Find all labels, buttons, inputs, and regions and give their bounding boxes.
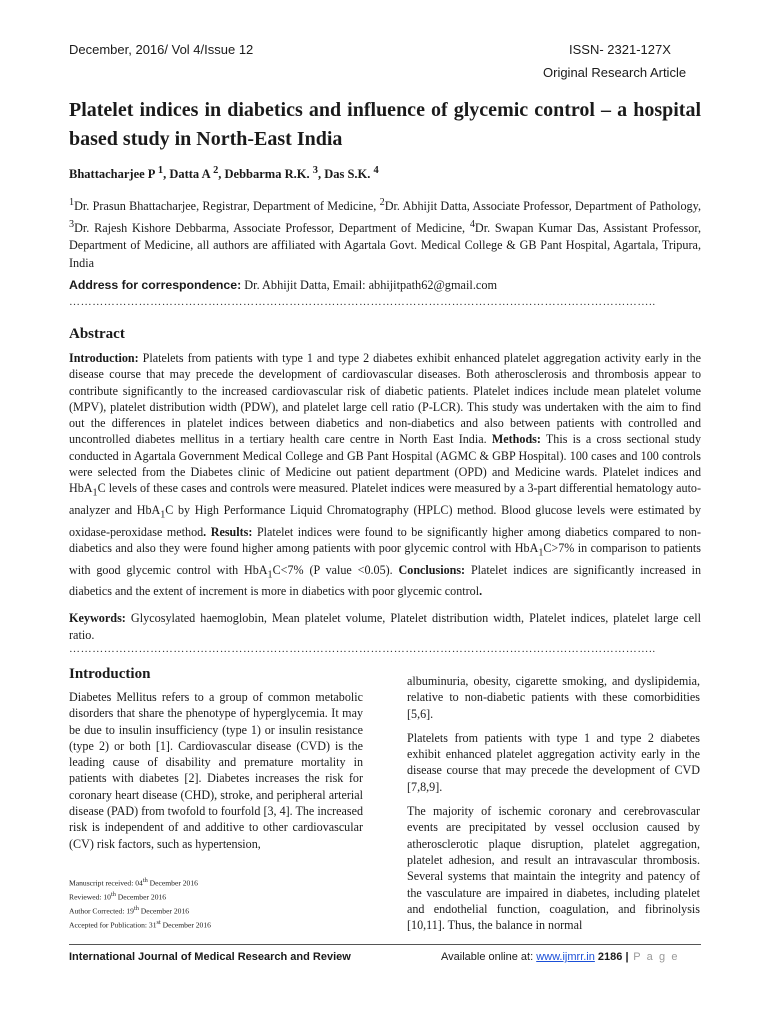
methods-text: This is a cross sectional study conducted in Agartala Government Medical College and GB Pant Hospital (AGMC & GBP Hospital). 100 cases and 100 controls were selected from the Diabetes clinic of Medicine out patient department (OPD) and Medicine wards. Platelet indices and HbA	[69, 432, 702, 496]
abstract-heading: Abstract	[69, 326, 125, 342]
paragraph: Platelets from patients with type 1 and type 2 diabetes exhibit enhanced platelet aggregation activity early in the disease course that may precede the development of CVD [7,8,9].	[407, 730, 700, 794]
conclusions-label: Conclusions:	[398, 562, 466, 577]
dotted-divider: ……………………………………………………………………………………………………………………………………..	[69, 296, 656, 308]
affiliation-text: Dr. Swapan Kumar Das, Assistant Professor, Department of Medicine, all authors are affiliated with Agartala Govt. Medical College & GB Pant Hospital, Agartala, Tripura, India	[69, 220, 701, 270]
methods-text: C by High Performance Liquid Chromatography (HPLC) method. Blood glucose levels were estimated by oxidase-peroxidase method	[69, 503, 701, 539]
header-issn: ISSN- 2321-127X	[569, 42, 671, 57]
history-reviewed: Reviewed: 10th December 2016	[69, 891, 167, 902]
footer-journal-name: International Journal of Medical Research and Review	[69, 951, 351, 963]
keywords-text: Glycosylated haemoglobin, Mean platelet volume, Platelet distribution width, Platelet indices, platelet large cell ratio.	[69, 611, 701, 642]
history-received: Manuscript received: 04th December 2016	[69, 877, 198, 888]
introduction-heading: Introduction	[69, 666, 151, 682]
header-date-volume: December, 2016/ Vol 4/Issue 12	[69, 42, 254, 57]
introduction-right-column	[407, 673, 700, 941]
affiliation-index: 1	[69, 197, 75, 208]
author-name: , Datta A	[163, 167, 214, 182]
affiliation-index: 4	[469, 218, 475, 230]
subscript: 1	[538, 547, 544, 559]
methods-label: Methods:	[491, 432, 541, 447]
results-label: . Results:	[203, 524, 253, 539]
history-accepted: Accepted for Publication: 31st December 2016	[69, 919, 211, 930]
footer-divider	[69, 944, 701, 945]
page-number: 2186	[594, 951, 626, 963]
keywords	[69, 610, 701, 644]
intro-label: Introduction:	[69, 351, 139, 365]
results-text: C<7% (P value <0.05).	[272, 562, 399, 577]
affiliation-text: Dr. Prasun Bhattacharjee, Registrar, Department of Medicine,	[74, 199, 380, 214]
author-list	[69, 165, 379, 182]
subscript: 1	[267, 569, 273, 581]
affiliation-text: Dr. Rajesh Kishore Debbarma, Associate Professor, Department of Medicine,	[74, 220, 470, 235]
abstract-body	[69, 350, 701, 600]
subscript: 1	[160, 509, 166, 521]
correspondence	[69, 278, 497, 293]
author-index: 1	[157, 165, 164, 176]
manuscript-history	[69, 875, 211, 932]
author-index: 4	[373, 165, 379, 176]
affiliation-index: 3	[69, 218, 75, 230]
keywords-label: Keywords:	[69, 611, 126, 625]
author-index: 2	[213, 165, 219, 176]
footer-page-info	[441, 951, 679, 963]
available-label: Available online at:	[441, 951, 537, 963]
journal-url-link[interactable]: www.ijmrr.in	[536, 951, 595, 963]
author-name: , Debbarma R.K.	[218, 167, 313, 182]
affiliations	[69, 194, 701, 273]
affiliation-index: 2	[379, 197, 385, 208]
correspondence-text: Dr. Abhijit Datta, Email: abhijitpath62@gmail.com	[241, 278, 498, 292]
author-name: , Das S.K.	[317, 167, 374, 182]
paper-title: Platelet indices in diabetics and influence of glycemic control – a hospital based study in North-East India	[69, 99, 701, 150]
results-text: Platelet indices were found to be significantly higher among diabetics compared to non-diabetics and also they were found higher among patients with poor glycemic control with HbA	[69, 524, 702, 556]
introduction-left-column: Diabetes Mellitus refers to a group of common metabolic disorders that share the phenotype of hyperglycemia. It may be due to insulin insufficiency (type 1) or insulin resistance (type 2) or both [1]. Cardiovascular disease (CVD) is the leading cause of disability and premature mortality in patients with diabetes [2]. Diabetes increases the risk for coronary heart disease (CHD), stroke, and peripheral arterial disease (PAD) from twofold to fourfold [3, 4]. The increased risk is independent of and additive to other cardiovascular (CV) risk factors, such as hypertension,	[69, 690, 363, 851]
intro-text: Platelets from patients with type 1 and type 2 diabetes exhibit enhanced platelet aggregation activity early in the disease course that may precede the development of cardiovascular diseases. Both atherosclerosis and thrombosis appear to contribute significantly to the increased cardiovascular risk of diabetic patients. Platelet indices include mean platelet volume (MPV), platelet distribution width (PDW), and platelet large cell ratio (P-LCR). This study was undertaken with the aim to find out the differences in platelet indices between diabetics and non-diabetics and also between patients with controlled and uncontrolled diabetes mellitus in a tertiary health care centre in North East India.	[69, 351, 701, 447]
history-corrected: Author Corrected: 19th December 2016	[69, 905, 190, 916]
results-text: C>7% in comparison to patients with good glycemic control with HbA	[69, 541, 701, 577]
methods-text: C levels of these cases and controls were measured. Platelet indices were measured by a 3-part differential hematology auto-analyzer and HbA	[69, 481, 701, 518]
paragraph: The majority of ischemic coronary and cerebrovascular events are precipitated by vessel occlusion caused by atherosclerotic plaque disruption, platelet aggregation, platelet adhesion, and result an intravascular thrombosis. Several systems that maintain the integrity and patency of the vasculature are impaired in diabetes, including platelet and endothelial function, coagulation, and fibrinolysis [10,11]. Thus, the balance in normal	[407, 804, 700, 933]
affiliation-text: Dr. Abhijit Datta, Associate Professor, Department of Pathology,	[384, 199, 702, 214]
article-type: Original Research Article	[543, 65, 687, 80]
abstract-end: .	[479, 584, 483, 599]
paragraph: albuminuria, obesity, cigarette smoking, and dyslipidemia, relative to non-diabetic patients with these comorbidities [5,6].	[407, 674, 700, 721]
author-name: Bhattacharjee P	[69, 167, 158, 182]
dotted-divider: ……………………………………………………………………………………………………………………………………..	[69, 643, 656, 655]
page-label: P a g e	[628, 951, 680, 963]
correspondence-label: Address for correspondence:	[69, 278, 242, 292]
page-separator: |	[625, 951, 629, 963]
author-index: 3	[312, 165, 318, 176]
subscript: 1	[92, 487, 98, 499]
conclusions-text: Platelet indices are significantly increased in diabetics and the extent of increment is more in diabetics with poor glycemic control	[69, 562, 702, 599]
